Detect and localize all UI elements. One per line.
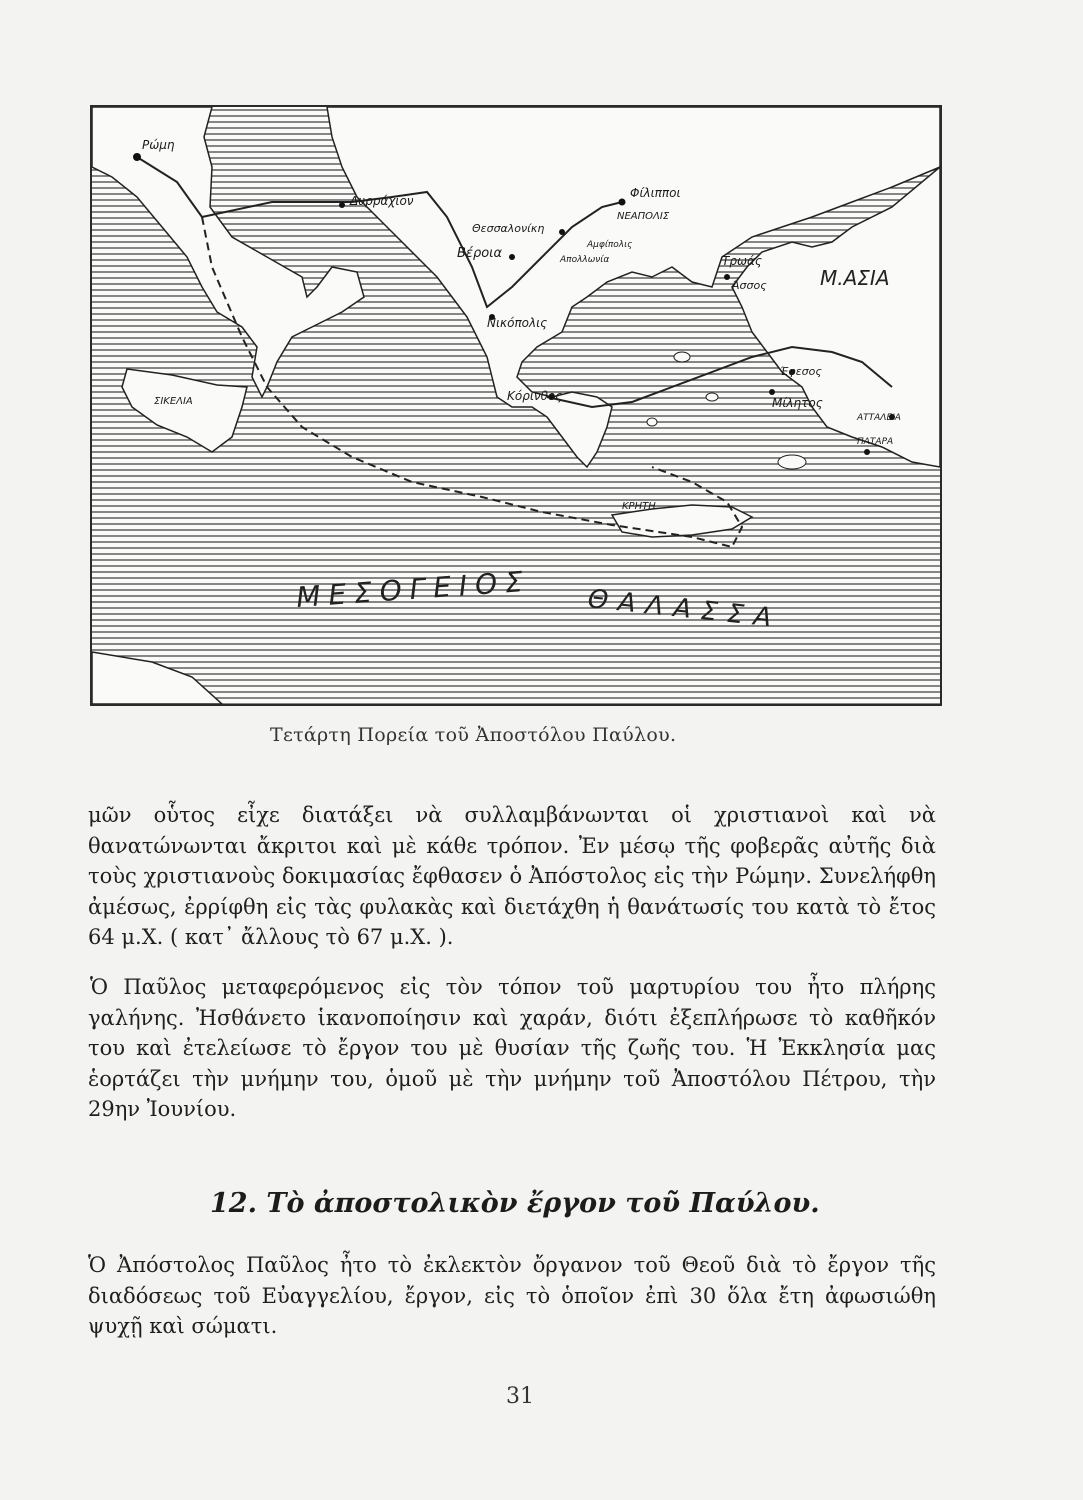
map-label-attaleia: ΑΤΤΑΛΕΙΑ (857, 413, 901, 423)
paragraph-2: Ὁ Παῦλος μεταφερόμενος εἰς τὸν τόπον τοῦ μαρτυρίου του ἦτο πλήρης γαλήνης. Ἠσθάνετο ἱκανοποίησιν καὶ χαράν, διότι ἐξεπλήρωσε τὸ καθῆκόν του καὶ ἐτελείωσε τὸ ἔργον του μὲ θυσίαν τῆς ζωῆς του. Ἡ Ἐκκλησία μας ἑορτάζει τὴν μνήμην του, ὁμοῦ μὲ τὴν μνήμην τοῦ Ἀποστόλου Πέτρου, τὴν 29ην Ἰουνίου. (88, 975, 936, 1121)
map-label-corinth: Κόρινθος (507, 389, 563, 403)
map-label-apollonia: Απολλωνία (560, 255, 610, 265)
map-label-mediterranean: ΜΕΣΟΓΕΙΟΣ (295, 564, 532, 614)
map-label-asia: Μ.ΑΣΙΑ (820, 266, 890, 290)
map-label-rome: Ρώμη (142, 138, 175, 152)
route-map (90, 105, 942, 706)
map-label-ephesus: Έφεσος (780, 365, 822, 378)
map-label-amphipolis: Αμφίπολις (587, 240, 633, 250)
map-label-neapolis: ΝΕΑΠΟΛΙΣ (617, 211, 670, 222)
island (647, 418, 657, 426)
map-label-sicily: ΣΙΚΕΛΙΑ (154, 396, 193, 407)
map-label-miletus: Μίλητος (772, 396, 823, 410)
section-heading: 12. Τὸ ἀποστολικὸν ἔργον τοῦ Παύλου. (210, 1188, 820, 1219)
map-label-sea: ΘΑΛΑΣΣΑ (586, 584, 783, 635)
island-rhodes (778, 455, 806, 469)
map-label-veroia: Βέροια (457, 246, 503, 261)
paragraph-3: Ὁ Ἀπόστολος Παῦλος ἦτο τὸ ἐκλεκτὸν ὄργανον τοῦ Θεοῦ διὰ τὸ ἔργον τῆς διαδόσεως τοῦ Εὐαγγελίου, ἔργον, εἰς τὸ ὁποῖον ἐπὶ 30 ὅλα ἔτη ἀφωσιώθη ψυχῇ καὶ σώματι. (88, 1253, 936, 1338)
map-caption: Τετάρτη Πορεία τοῦ Ἀποστόλου Παύλου. (270, 724, 677, 746)
map-label-assos: Άσσος (732, 279, 767, 292)
map-label-thessaloniki: Θεσσαλονίκη (472, 222, 545, 235)
paragraph-1: μῶν οὗτος εἶχε διατάξει νὰ συλλαμβάνωνται οἱ χριστιανοὶ καὶ νὰ θανατώνωνται ἄκριτοι καὶ μὲ κάθε τρόπον. Ἐν μέσῳ τῆς φοβερᾶς αὐτῆς διὰ τοὺς χριστιανοὺς δοκιμασίας ἔφθασεν ὁ Ἀπόστολος εἰς τὴν Ρώμην. Συνελήφθη ἀμέσως, ἐρρίφθη εἰς τὰς φυλακὰς καὶ διετάχθη ἡ θανάτωσίς του κατὰ τὸ ἔτος 64 μ.Χ. ( κατ᾽ ἄλλους τὸ 67 μ.Χ. ). (88, 803, 936, 949)
island (706, 393, 718, 401)
map-illustration (92, 107, 940, 704)
map-label-philippi: Φίλιπποι (630, 186, 681, 200)
map-label-troas: Τρωάς (722, 254, 762, 268)
map-label-patara: ΠΑΤΑΡΑ (857, 437, 894, 447)
map-label-crete: ΚΡΗΤΗ (622, 501, 656, 512)
page-number: 31 (506, 1384, 534, 1409)
map-label-dyrrachium: Δυρράχιον (350, 194, 414, 208)
map-label-nicopolis: Νικόπολις (487, 316, 548, 330)
island (674, 352, 690, 362)
